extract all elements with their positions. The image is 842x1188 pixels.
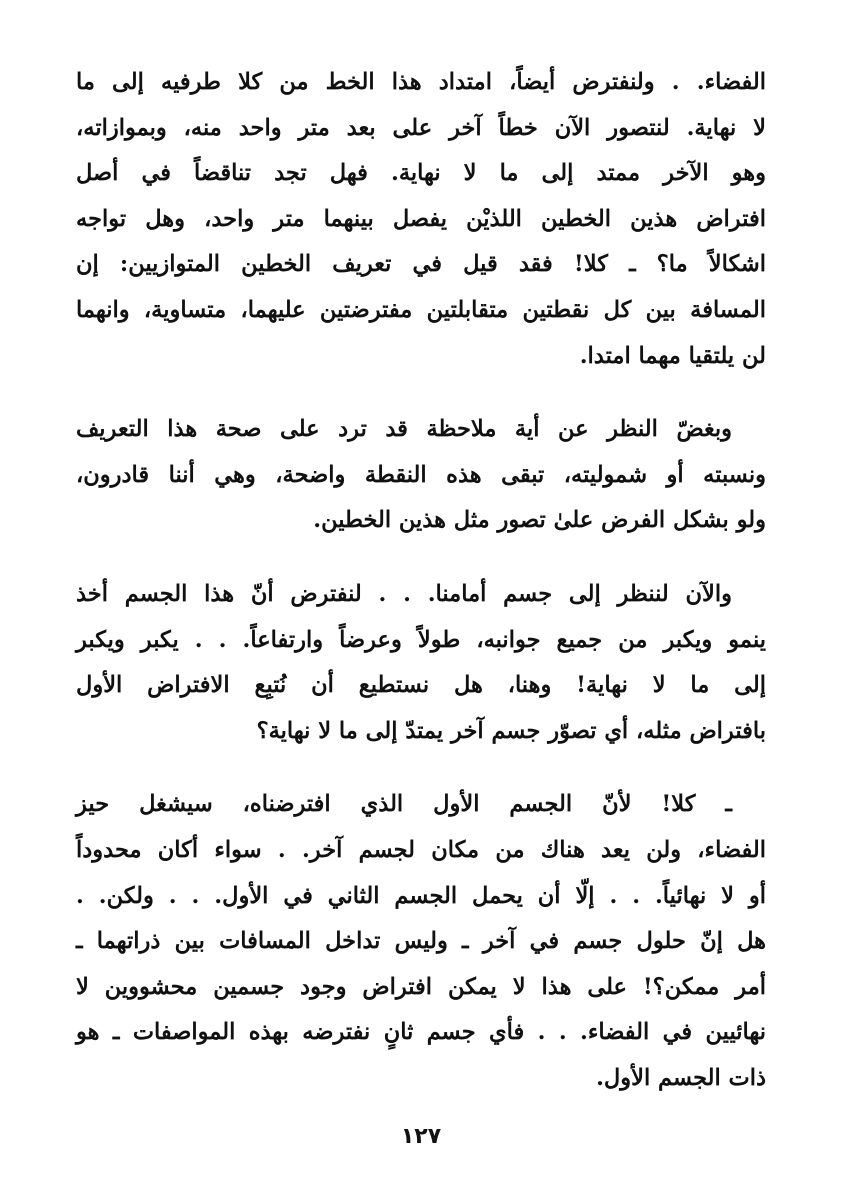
text-line: ولو بشكل الفرض علىٰ تصور مثل هذين الخطين. (313, 507, 766, 534)
text-line: الفضاء. . ولنفترض أيضاً، امتداد هذا الخط من كلا طرفيه إلى ما (76, 69, 766, 95)
text-line: اشكالاً ما؟ ـ كلا! فقد قيل في تعريف الخطين المتوازيين: إن (76, 251, 766, 278)
text-line: هل إنّ حلول جسم في آخر ـ وليس تداخل المسافات بين ذراتهما ـ (76, 928, 766, 955)
text-line: وبغضّ النظر عن أية ملاحظة قد ترد على صحة هذا التعريف (76, 416, 732, 443)
document-page (76, 60, 766, 1129)
page-number: ١٢٧ (400, 1124, 442, 1149)
text-line: لا نهاية. لنتصور الآن خطاً آخر على بعد متر واحد منه، وبموازاته، (76, 114, 766, 141)
text-line: ينمو ويكبر من جميع جوانبه، طولاً وعرضاً وارتفاعاً. . . يكبر ويكبر (76, 626, 766, 653)
paragraph-1 (76, 60, 766, 379)
text-line: والآن لننظر إلى جسم أمامنا. . . لنفترض أنّ هذا الجسم أخذ (76, 580, 732, 607)
paragraph-2 (76, 407, 766, 544)
text-line: إلى ما لا نهاية! وهنا، هل نستطيع أن نُتبِع الافتراض الأول (76, 672, 766, 699)
text-line: نهائيين في الفضاء. . . فأي جسم ثانٍ نفترضه بهذه المواصفات ـ هو (76, 1019, 766, 1046)
paragraph-3 (76, 572, 766, 754)
text-line: المسافة بين كل نقطتين متقابلتين مفترضتين عليهما، متساوية، وانهما (76, 296, 766, 323)
text-line: لن يلتقيا مهما امتدا. (579, 342, 766, 369)
text-line: وهو الآخر ممتد إلى ما لا نهاية. فهل تجد تناقضاً في أصل (76, 160, 766, 187)
text-line: ونسبته أو شموليته، تبقى هذه النقطة واضحة، وهي أننا قادرون، (76, 461, 766, 488)
text-line: ذات الجسم الأول. (596, 1064, 766, 1091)
paragraph-4 (76, 782, 766, 1101)
text-line: أمر ممكن؟! على هذا لا يمكن افتراض وجود جسمين محشووين لا (76, 973, 766, 1000)
text-line: ـ كلا! لأنّ الجسم الأول الذي افترضناه، سيشغل حيز (76, 791, 732, 818)
text-line: بافتراض مثله، أي تصوّر جسم آخر يمتدّ إلى ما لا نهاية؟ (256, 717, 766, 744)
text-line: افتراض هذين الخطين اللذيْن يفصل بينهما متر واحد، وهل تواجه (76, 205, 766, 232)
text-line: أو لا نهائياً. . . إلّا أن يحمل الجسم الثاني في الأول. . . ولكن. . (76, 882, 766, 909)
text-line: الفضاء، ولن يعد هناك من مكان لجسم آخر. . سواء أكان محدوداً (76, 836, 766, 863)
